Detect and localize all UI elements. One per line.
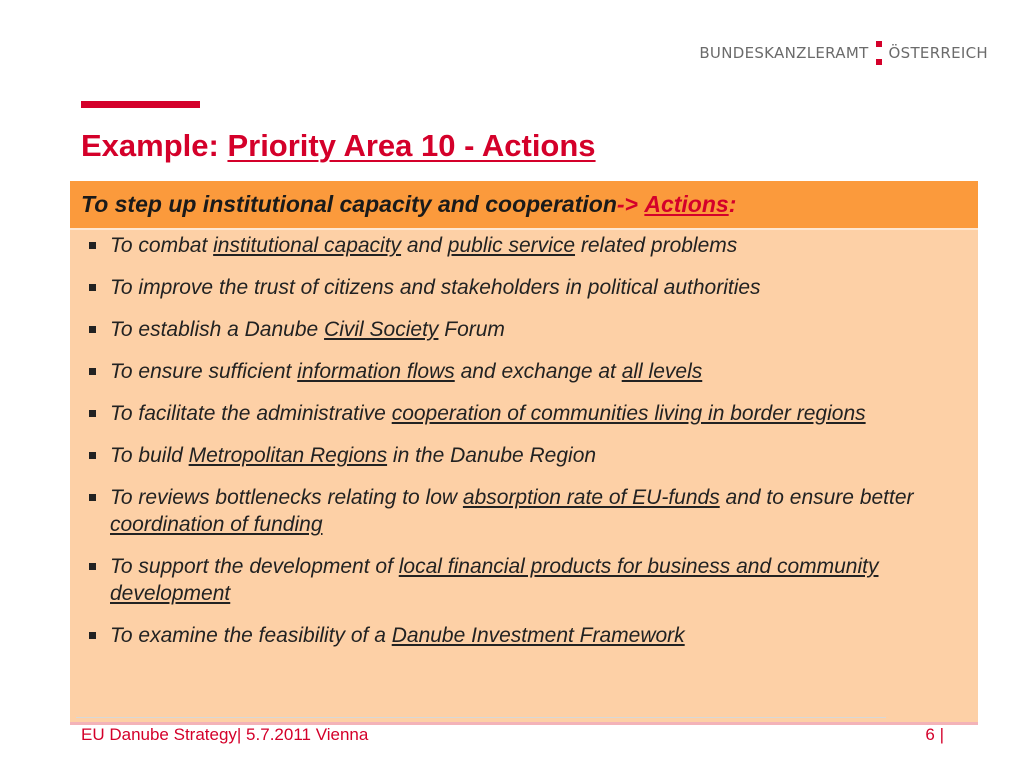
list-item-link[interactable]: all levels [621,360,703,383]
list-item [70,400,978,427]
list-item-link[interactable]: public service [447,234,576,257]
list-item [70,484,978,538]
panel-header-text: To step up institutional capacity and cooperation [81,191,617,217]
list-item-text: To combat [110,234,214,257]
panel-header-colon: : [728,191,737,217]
bullet-icon [89,242,96,249]
bundeskanzleramt-logo [699,40,988,66]
list-item-link[interactable]: cooperation of communities living in border regions [391,402,866,425]
bullet-icon [89,452,96,459]
panel-header-actions-link[interactable]: Actions [644,191,729,217]
actions-list [70,232,978,664]
list-item-text: and [401,234,448,257]
bullet-icon [89,494,96,501]
list-item-text: and exchange at [454,360,622,383]
page-number: 6 | [925,725,944,744]
bullet-icon [89,632,96,639]
list-item-text: To reviews bottlenecks relating to low [110,486,463,509]
title-link[interactable]: Priority Area 10 - Actions [227,128,596,163]
logo-flag-icon [876,41,882,65]
list-item-text: To examine the feasibility of a [110,624,392,647]
list-item-text: To ensure sufficient [110,360,298,383]
list-item [70,553,978,607]
list-item-link[interactable]: absorption rate of EU-funds [462,486,720,509]
list-item [70,622,978,649]
bullet-icon [89,368,96,375]
list-item-text: in the Danube Region [387,444,597,467]
list-item-link[interactable]: information flows [297,360,455,383]
bullet-icon [89,326,96,333]
panel-header-arrow: -> [616,191,638,217]
bullet-icon [89,410,96,417]
bullet-icon [89,563,96,570]
list-item-text: To improve the trust of citizens and stakeholders in political authorities [110,276,761,299]
title-prefix: Example: [81,128,228,163]
list-item-link[interactable]: coordination of funding [110,513,323,536]
list-item-text: and to ensure better [719,486,914,509]
list-item-link[interactable]: Civil Society [324,318,439,341]
list-item [70,274,978,301]
bullet-icon [89,284,96,291]
logo-text-right: ÖSTERREICH [888,44,988,62]
slide-title [81,128,596,164]
list-item-link[interactable]: institutional capacity [213,234,402,257]
list-item-text: To build [110,444,189,467]
list-item-link[interactable]: local financial products for business and community development [110,555,879,605]
list-item-link[interactable]: Metropolitan Regions [188,444,388,467]
footer-divider [76,717,886,718]
title-accent-bar [81,101,200,108]
list-item-text: Forum [438,318,505,341]
footer-event: EU Danube Strategy| 5.7.2011 Vienna [81,725,369,744]
list-item-text: To facilitate the administrative [110,402,392,425]
list-item-link[interactable]: Danube Investment Framework [391,624,685,647]
list-item [70,232,978,259]
list-item-text: To support the development of [110,555,399,578]
list-item [70,316,978,343]
list-item-text: related problems [575,234,738,257]
panel-header [70,181,978,230]
logo-text-left: BUNDESKANZLERAMT [699,44,869,62]
list-item [70,442,978,469]
list-item-text: To establish a Danube [110,318,325,341]
list-item [70,358,978,385]
actions-panel [70,181,978,722]
